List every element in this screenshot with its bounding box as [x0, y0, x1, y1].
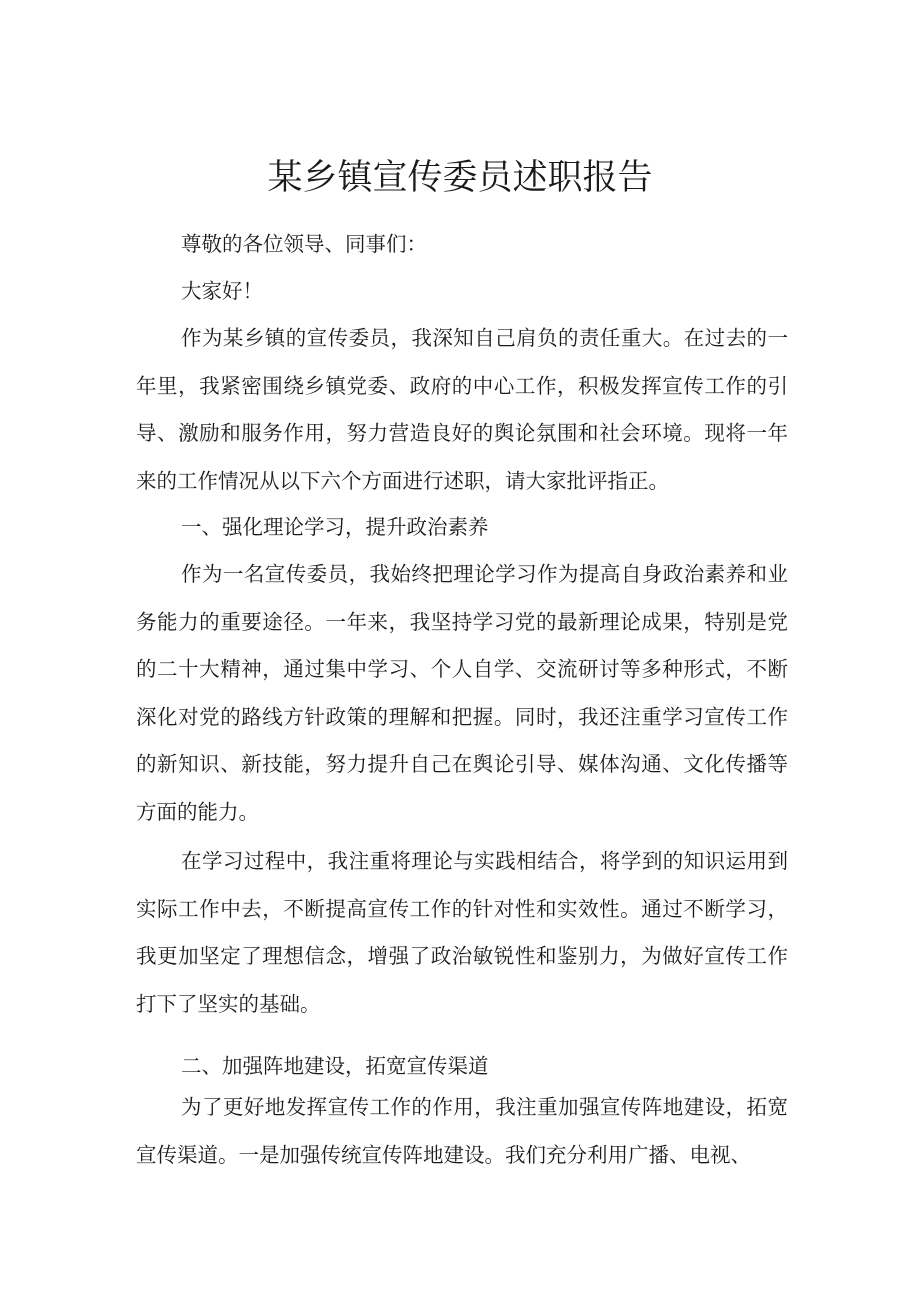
section-1-paragraph-1: 作为一名宣传委员，我始终把理论学习作为提高自身政治素养和业务能力的重要途径。一年来，我坚持学习党的最新理论成果，特别是党的二十大精神，通过集中学习、个人自学、交流研讨等多种形式，不断深化对党的路线方针政策的理解和把握。同时，我还注重学习宣传工作的新知识、新技能，努力提升自己在舆论引导、媒体沟通、文化传播等方面的能力。	[136, 562, 788, 824]
section-2-heading: 二、加强阵地建设，拓宽宣传渠道	[181, 1054, 489, 1078]
hello-line: 大家好！	[181, 279, 263, 303]
section-1-paragraph-2: 在学习过程中，我注重将理论与实践相结合，将学到的知识运用到实际工作中去，不断提高宣传工作的针对性和实效性。通过不断学习，我更加坚定了理想信念，增强了政治敏锐性和鉴别力，为做好宣传工作打下了坚实的基础。	[136, 849, 788, 1016]
intro-paragraph: 作为某乡镇的宣传委员，我深知自己肩负的责任重大。在过去的一年里，我紧密围绕乡镇党委、政府的中心工作，积极发挥宣传工作的引导、激励和服务作用，努力营造良好的舆论氛围和社会环境。现将一年来的工作情况从以下六个方面进行述职，请大家批评指正。	[136, 326, 788, 493]
section-1-heading: 一、强化理论学习，提升政治素养	[181, 515, 489, 539]
greeting: 尊敬的各位领导、同事们：	[181, 232, 427, 256]
document-title: 某乡镇宣传委员述职报告	[267, 158, 653, 198]
section-2-paragraph-1: 为了更好地发挥宣传工作的作用，我注重加强宣传阵地建设，拓宽宣传渠道。一是加强传统宣传阵地建设。我们充分利用广播、电视、	[136, 1095, 788, 1167]
